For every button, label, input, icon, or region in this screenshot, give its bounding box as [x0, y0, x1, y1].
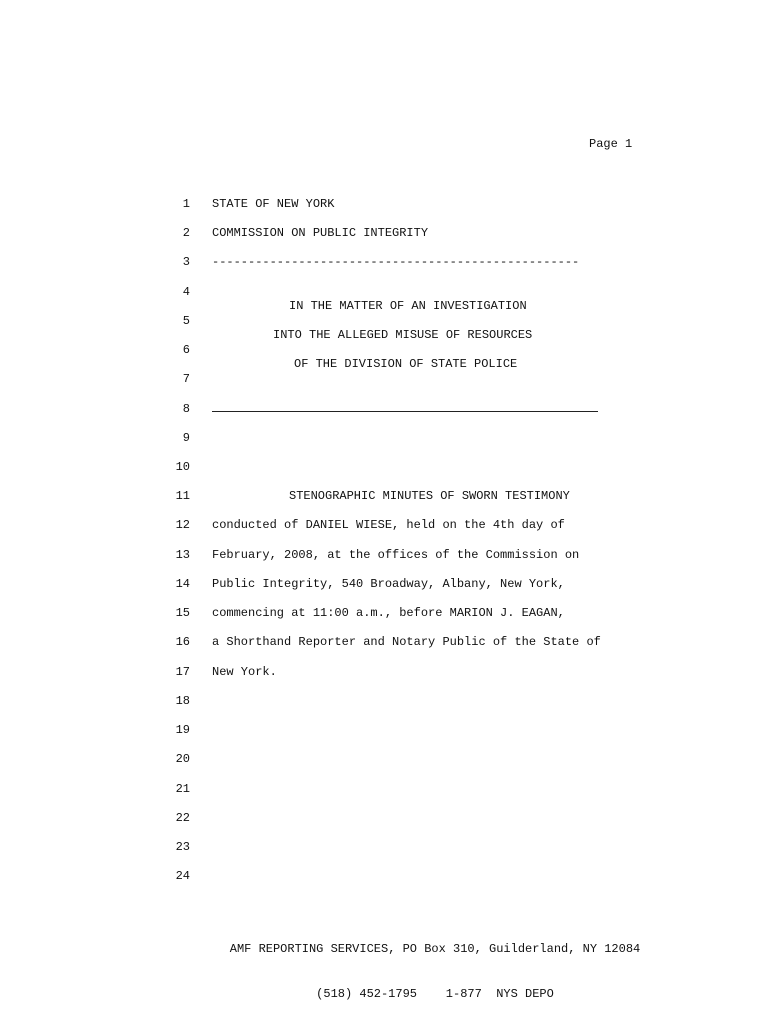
line-number: 12 [175, 518, 190, 532]
dash-divider: --------------------------------------------------- [212, 255, 580, 269]
footer-phone: (518) 452-1795 1-877 NYS DEPO [316, 987, 554, 1001]
line-number: 14 [175, 577, 190, 591]
line-number: 16 [175, 635, 190, 649]
line-number: 24 [175, 869, 190, 883]
line-number: 7 [182, 372, 190, 386]
line-number: 19 [175, 723, 190, 737]
line-number: 1 [182, 197, 190, 211]
line-number: 13 [175, 548, 190, 562]
line-number: 18 [175, 694, 190, 708]
line-number: 3 [182, 255, 190, 269]
line-number: 17 [175, 665, 190, 679]
line-number: 11 [175, 489, 190, 503]
body-line: a Shorthand Reporter and Notary Public of the State of [212, 635, 601, 649]
solid-divider [212, 411, 598, 412]
line-number: 4 [182, 285, 190, 299]
caption-line-2: INTO THE ALLEGED MISUSE OF RESOURCES [273, 328, 533, 342]
caption-line-3: OF THE DIVISION OF STATE POLICE [294, 357, 518, 371]
line-number: 20 [175, 752, 190, 766]
body-line: February, 2008, at the offices of the Commission on [212, 548, 580, 562]
line-number: 6 [182, 343, 190, 357]
caption-line-1: IN THE MATTER OF AN INVESTIGATION [289, 299, 527, 313]
body-line: commencing at 11:00 a.m., before MARION J. EAGAN, [212, 606, 565, 620]
commission-heading: COMMISSION ON PUBLIC INTEGRITY [212, 226, 429, 240]
line-number: 23 [175, 840, 190, 854]
reporting-service-footer [200, 912, 670, 1017]
line-number: 10 [175, 460, 190, 474]
body-line: Public Integrity, 540 Broadway, Albany, New York, [212, 577, 565, 591]
footer-address: AMF REPORTING SERVICES, PO Box 310, Guilderland, NY 12084 [229, 942, 641, 956]
body-line: New York. [212, 665, 277, 679]
page-number: Page 1 [589, 137, 633, 151]
minutes-title: STENOGRAPHIC MINUTES OF SWORN TESTIMONY [289, 489, 570, 503]
line-number: 22 [175, 811, 190, 825]
line-number: 15 [175, 606, 190, 620]
line-number: 21 [175, 782, 190, 796]
line-number: 5 [182, 314, 190, 328]
line-number: 2 [182, 226, 190, 240]
line-number: 9 [182, 431, 190, 445]
line-number: 8 [182, 402, 190, 416]
state-heading: STATE OF NEW YORK [212, 197, 335, 211]
body-line: conducted of DANIEL WIESE, held on the 4th day of [212, 518, 565, 532]
